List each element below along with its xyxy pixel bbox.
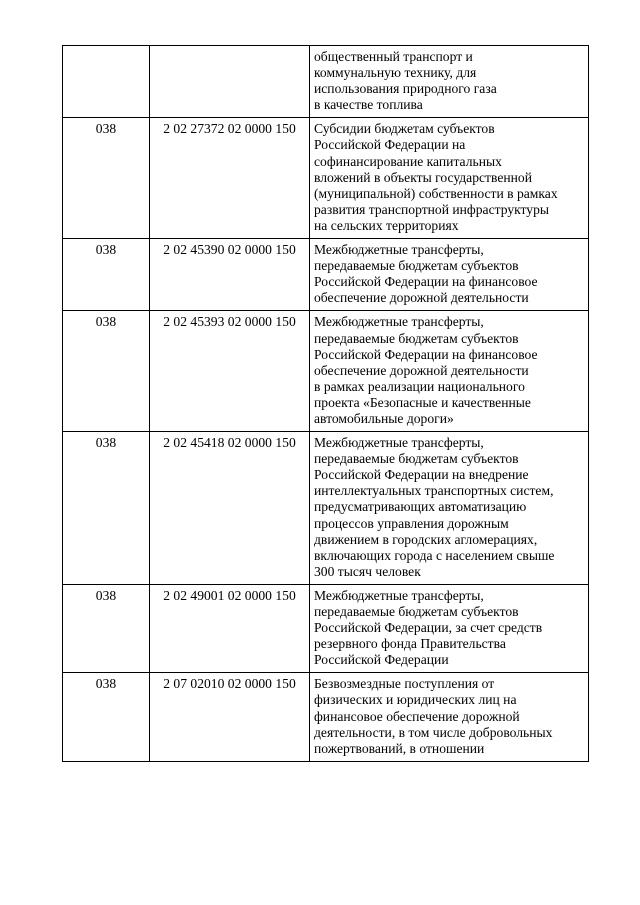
description-line: проекта «Безопасные и качественные [314,394,531,410]
budget-code-cell: 2 02 27372 02 0000 150 [150,118,310,239]
description-line: Межбюджетные трансферты, [314,587,484,603]
description-line: включающих города с населением свыше [314,547,555,563]
description-line: пожертвований, в отношении [314,740,485,756]
admin-code-cell: 038 [63,118,150,239]
description-line: физических и юридических лиц на [314,692,517,708]
table-row [63,46,589,118]
admin-code-cell: 038 [63,239,150,311]
description-line: обеспечение дорожной деятельности [314,290,529,306]
budget-code-cell: 2 02 45418 02 0000 150 [150,432,310,585]
description-line: Российской Федерации, за счет средств [314,620,543,636]
description-cell [310,239,589,311]
admin-code-cell: 038 [63,673,150,761]
table-row [63,239,589,311]
table-row [63,118,589,239]
admin-code-cell: 038 [63,311,150,432]
description-line: передаваемые бюджетам субъектов [314,604,519,619]
description-line: в качестве топлива [314,97,423,113]
budget-code-cell: 2 02 45390 02 0000 150 [150,239,310,311]
description-line: Российской Федерации на [314,137,466,153]
table-row [63,673,589,761]
description-line: передаваемые бюджетам субъектов [314,258,519,274]
description-cell [310,118,589,239]
budget-code-cell: 2 07 02010 02 0000 150 [150,673,310,761]
budget-code-cell [150,46,310,118]
description-line: использования природного газа [314,81,497,97]
admin-code-cell: 038 [63,584,150,672]
description-line: 300 тысяч человек [314,563,421,579]
budget-code-cell: 2 02 45393 02 0000 150 [150,311,310,432]
description-cell [310,673,589,761]
description-line: автомобильные дороги» [314,410,454,426]
budget-code-cell: 2 02 49001 02 0000 150 [150,584,310,672]
description-cell [310,432,589,585]
description-line: Межбюджетные трансферты, [314,242,484,258]
description-line: деятельности, в том числе добровольных [314,724,553,740]
description-line: Российской Федерации на внедрение [314,467,529,483]
description-line: общественный транспорт и [314,49,473,64]
table-row [63,584,589,672]
admin-code-cell: 038 [63,432,150,585]
description-line: передаваемые бюджетам субъектов [314,330,519,346]
description-line: в рамках реализации национального [314,378,525,394]
description-line: Российской Федерации [314,652,449,668]
description-line: передаваемые бюджетам субъектов [314,451,519,467]
description-line: Российской Федерации на финансовое [314,274,538,290]
description-line: Межбюджетные трансферты, [314,314,484,330]
description-line: предусматривающих автоматизацию [314,499,527,515]
description-line: интеллектуальных транспортных систем, [314,483,554,499]
description-cell [310,46,589,118]
description-line: движением в городских агломерациях, [314,531,538,547]
description-cell [310,584,589,672]
table-body [63,46,589,762]
table-row [63,311,589,432]
description-line: обеспечение дорожной деятельности [314,362,529,378]
description-line: Безвозмездные поступления от [314,676,495,692]
description-line: софинансирование капитальных [314,153,502,169]
description-line: развития транспортной инфраструктуры [314,201,550,217]
description-line: на сельских территориях [314,217,459,233]
description-line: Субсидии бюджетам субъектов [314,121,495,137]
admin-code-cell [63,46,150,118]
description-line: Межбюджетные трансферты, [314,435,484,451]
description-line: финансовое обеспечение дорожной [314,708,520,724]
description-line: процессов управления дорожным [314,515,509,531]
description-line: вложений в объекты государственной [314,169,532,185]
description-line: резервного фонда Правительства [314,636,506,652]
description-cell [310,311,589,432]
description-line: коммунальную технику, для [314,65,477,81]
budget-revenue-table [62,45,589,762]
table-row [63,432,589,585]
description-line: Российской Федерации на финансовое [314,346,538,362]
description-line: (муниципальной) собственности в рамках [314,185,558,201]
